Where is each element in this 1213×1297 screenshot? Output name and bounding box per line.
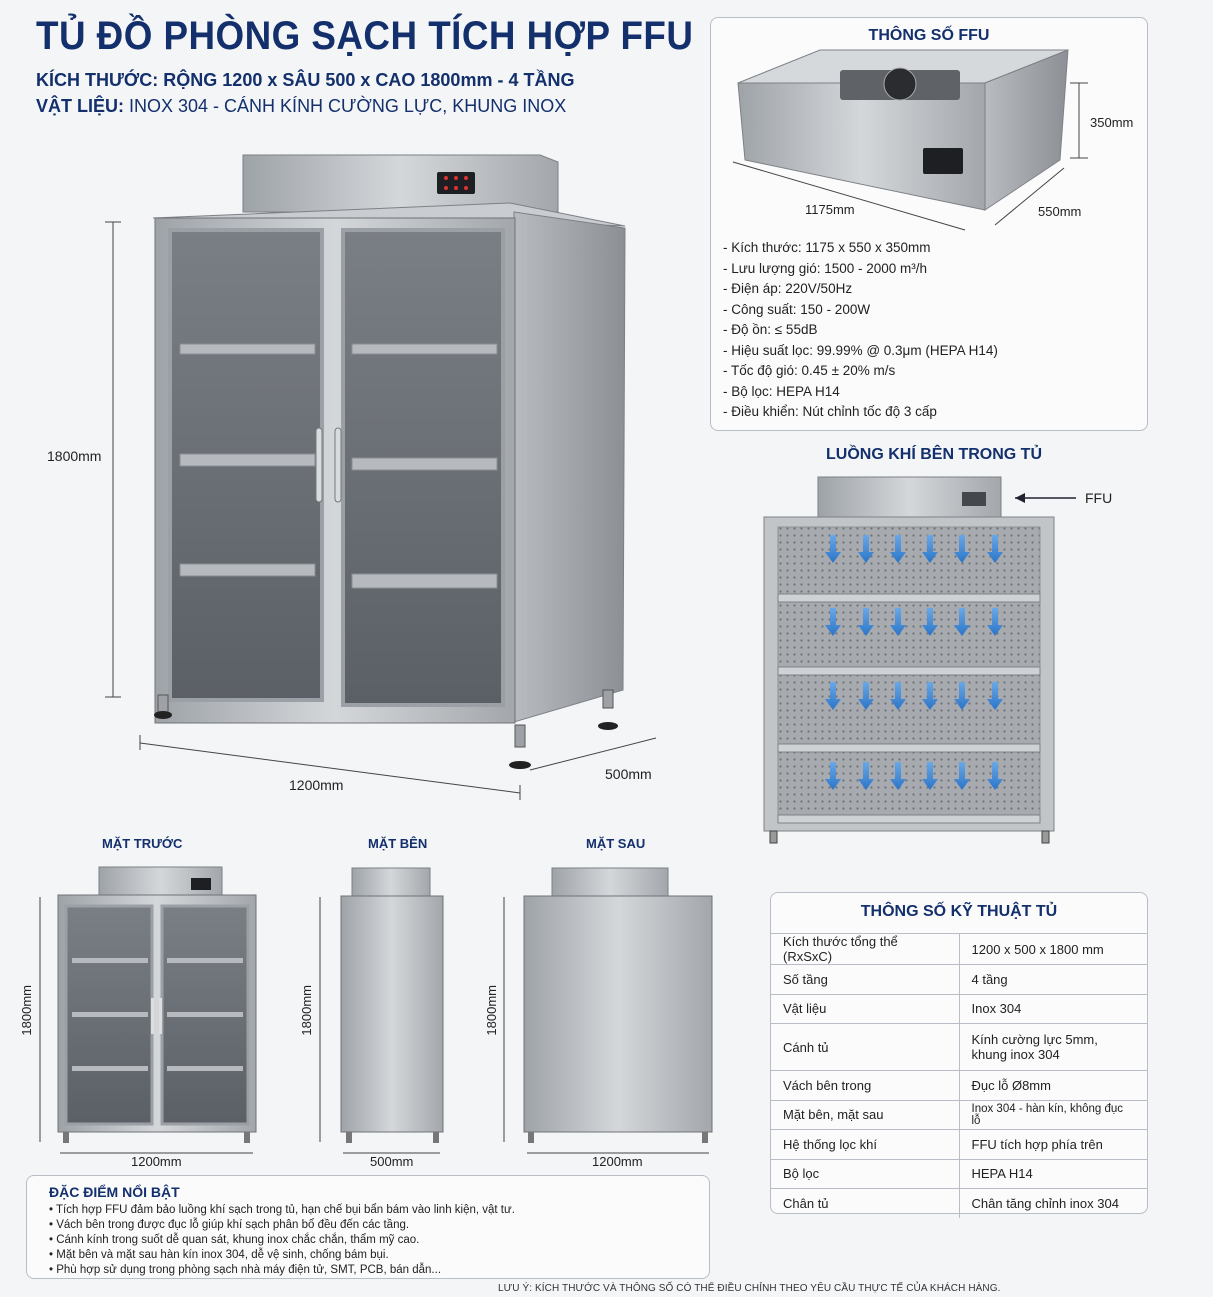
side-width-dim: 500mm <box>370 1154 414 1169</box>
table-row: Vật liệu Inox 304 <box>771 994 1147 1024</box>
ffu-spec-item: - Tốc độ gió: 0.45 ± 20% m/s <box>723 363 896 378</box>
airflow-title: LUỒNG KHÍ BÊN TRONG TỦ <box>826 446 1042 463</box>
ffu-spec-item: - Lưu lượng gió: 1500 - 2000 m³/h <box>723 260 928 276</box>
table-row: Cánh tủ Kính cường lực 5mm, khung inox 304 <box>771 1024 1147 1071</box>
main-height-dim: 1800mm <box>47 448 102 464</box>
back-view-title: MẶT SAU <box>586 836 646 851</box>
features-panel <box>26 1175 710 1279</box>
ffu-depth-dim: 550mm <box>1038 204 1082 219</box>
ffu-width-dim: 1175mm <box>805 202 855 217</box>
table-row: Mặt bên, mặt sau Inox 304 - hàn kín, không đục lỗ <box>771 1100 1147 1130</box>
table-row: Số tầng 4 tầng <box>771 965 1147 995</box>
ffu-spec-item: - Kích thước: 1175 x 550 x 350mm <box>723 240 931 255</box>
ffu-spec-title: THÔNG SỐ FFU <box>868 27 990 44</box>
list-item: • Vách bên trong được đục lỗ giúp khí sạch phân bổ đều đến các tầng. <box>49 1218 515 1233</box>
table-row: Hệ thống lọc khí FFU tích hợp phía trên <box>771 1130 1147 1160</box>
footer-note: LƯU Ý: KÍCH THƯỚC VÀ THÔNG SỐ CÓ THỂ ĐIỀU CHỈNH THEO YÊU CẦU THỰC TẾ CỦA KHÁCH HÀNG. <box>498 1283 1001 1294</box>
list-item: • Phù hợp sử dụng trong phòng sạch nhà máy điện tử, SMT, PCB, bán dẫn... <box>49 1263 515 1278</box>
back-height-dim: 1800mm <box>484 985 499 1036</box>
main-depth-dim: 500mm <box>605 766 652 782</box>
ffu-spec-item: - Điện áp: 220V/50Hz <box>723 281 853 296</box>
ffu-spec-item: - Điều khiển: Nút chỉnh tốc độ 3 cấp <box>723 404 937 419</box>
ffu-spec-item: - Độ ồn: ≤ 55dB <box>723 322 818 337</box>
table-row: Kích thước tổng thể (RxSxC) 1200 x 500 x 1800 mm <box>771 934 1147 965</box>
ffu-height-dim: 350mm <box>1090 115 1134 130</box>
list-item: • Cánh kính trong suốt dễ quan sát, khung inox chắc chắn, thẩm mỹ cao. <box>49 1233 515 1248</box>
page-title: TỦ ĐỒ PHÒNG SẠCH TÍCH HỢP FFU <box>36 14 694 58</box>
table-row: Vách bên trong Đục lỗ Ø8mm <box>771 1071 1147 1101</box>
ffu-spec-item: - Công suất: 150 - 200W <box>723 301 871 317</box>
front-view-title: MẶT TRƯỚC <box>102 836 183 851</box>
side-view-title: MẶT BÊN <box>368 836 428 851</box>
list-item: • Tích hợp FFU đảm bảo luồng khí sạch trong tủ, hạn chế bụi bẩn bám vào linh kiện, vật tư. <box>49 1203 515 1218</box>
cabinet-spec-title: THÔNG SỐ KỸ THUẬT TỦ <box>860 903 1058 920</box>
features-list <box>49 1203 515 1278</box>
front-width-dim: 1200mm <box>131 1154 182 1169</box>
cabinet-spec-table <box>771 933 1147 1218</box>
ffu-spec-item: - Hiệu suất lọc: 99.99% @ 0.3μm (HEPA H14) <box>723 342 998 358</box>
ffu-spec-item: - Bộ lọc: HEPA H14 <box>723 383 840 399</box>
ffu-pointer-label: FFU <box>1085 490 1113 506</box>
features-title: ĐẶC ĐIỂM NỔI BẬT <box>49 1184 180 1200</box>
front-height-dim: 1800mm <box>19 985 34 1036</box>
main-width-dim: 1200mm <box>289 777 344 793</box>
table-row: Bộ lọc HEPA H14 <box>771 1159 1147 1189</box>
size-spec: KÍCH THƯỚC: RỘNG 1200 x SÂU 500 x CAO 1800mm - 4 TẦNG <box>36 70 575 90</box>
back-width-dim: 1200mm <box>592 1154 643 1169</box>
side-height-dim: 1800mm <box>299 985 314 1036</box>
table-row: Chân tủ Chân tăng chỉnh inox 304 <box>771 1189 1147 1219</box>
cabinet-spec-panel <box>770 892 1148 1214</box>
list-item: • Mặt bên và mặt sau hàn kín inox 304, dễ vệ sinh, chống bám bụi. <box>49 1248 515 1263</box>
material-spec: VẬT LIỆU: INOX 304 - CÁNH KÍNH CƯỜNG LỰC, KHUNG INOX <box>36 96 567 116</box>
